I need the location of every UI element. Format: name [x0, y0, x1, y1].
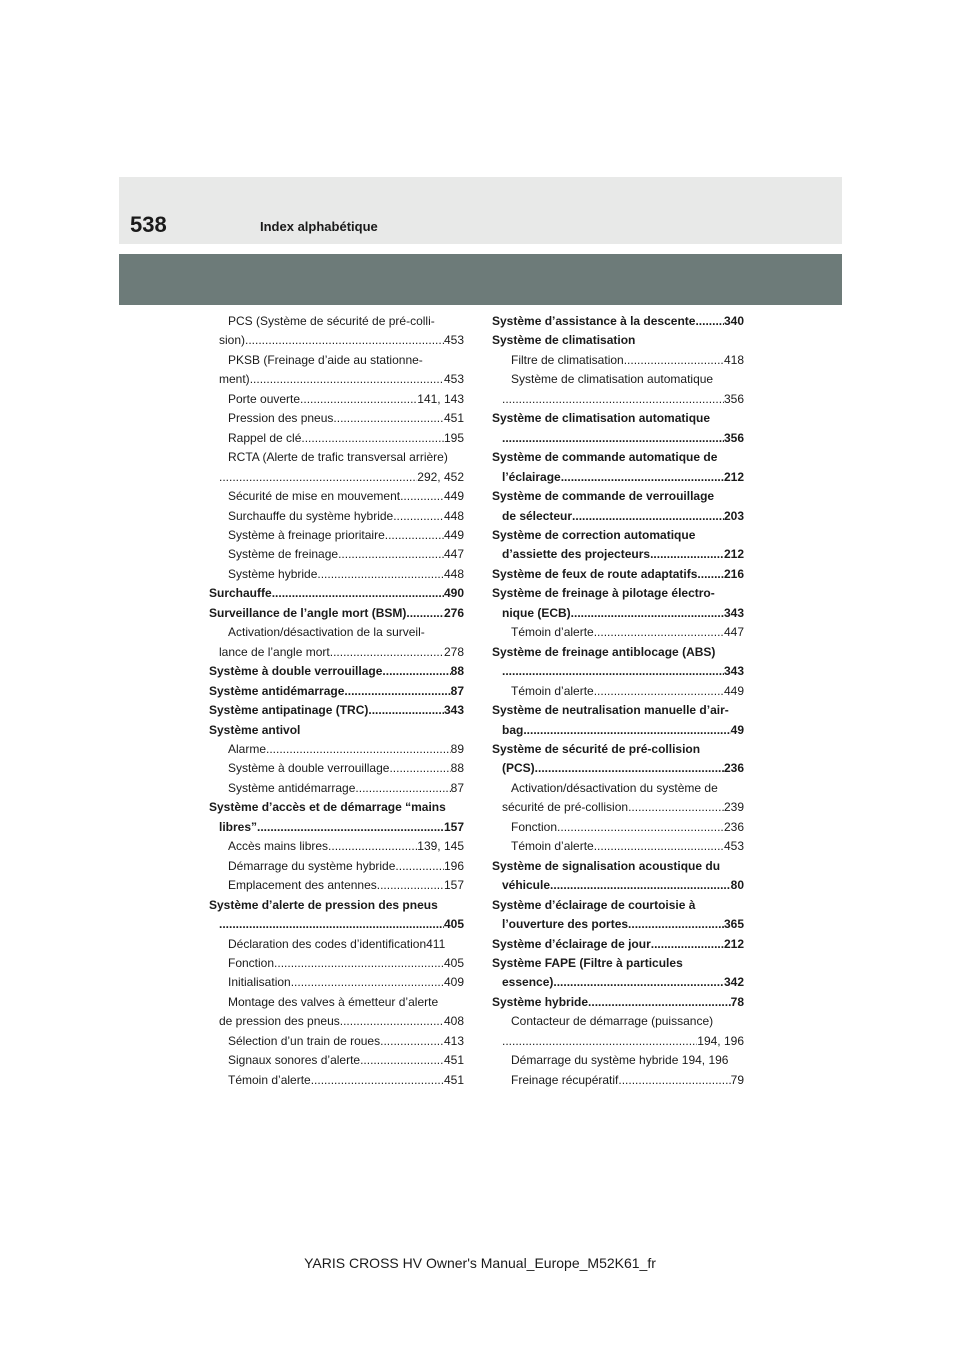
index-subentry: Témoin d’alerte ..... 447 — [492, 623, 744, 642]
index-entry: Système hybride ..... 78 — [492, 993, 744, 1012]
index-entry-continuation: libres” ..... 157 — [209, 818, 464, 837]
index-entry-continuation: bag ..... 49 — [492, 721, 744, 740]
index-subentry: Initialisation ..... 409 — [209, 973, 464, 992]
index-entry-continuation — [209, 915, 464, 934]
index-subentry-label: Activation/désactivation du système de — [511, 780, 718, 795]
page-ref: 87 — [450, 780, 464, 795]
page-ref: 449 — [443, 527, 464, 542]
page-ref: 405 — [443, 917, 464, 932]
page-ref: 449 — [443, 489, 464, 504]
index-subentry: Témoin d’alerte ..... 451 — [209, 1071, 464, 1090]
page-ref: 453 — [443, 372, 464, 387]
page-ref: 139, 145 — [417, 839, 464, 854]
page-ref: 212 — [723, 469, 744, 484]
page-ref: 212 — [723, 547, 744, 562]
page-ref: 447 — [443, 547, 464, 562]
index-subentry: Témoin d’alerte ..... 453 — [492, 837, 744, 856]
page-ref: 236 — [723, 761, 744, 776]
page-ref: 453 — [443, 333, 464, 348]
index-column-left — [209, 312, 464, 1090]
index-entry-label: Système de neutralisation manuelle d’air- — [492, 703, 729, 718]
index-subentry: Surchauffe du système hybride ..... 448 — [209, 507, 464, 526]
page-ref: 343 — [443, 703, 464, 718]
index-entry: Système d’assistance à la descente ..... 340 — [492, 312, 744, 331]
footer-text: YARIS CROSS HV Owner's Manual_Europe_M52K61_fr — [304, 1255, 656, 1271]
index-entry-label: Système de freinage à pilotage électro- — [492, 586, 715, 601]
page-ref: 451 — [443, 1053, 464, 1068]
page-ref: 418 — [723, 352, 744, 367]
index-subentry: Porte ouverte ..... 141, 143 — [209, 390, 464, 409]
index-subentry-continuation — [492, 390, 744, 409]
page-ref: 356 — [723, 391, 744, 406]
header-band — [119, 177, 842, 244]
page-ref: 78 — [730, 994, 744, 1009]
index-subentry: Démarrage du système hybride ..... 196 — [209, 857, 464, 876]
index-entry-label: Système FAPE (Filtre à particules — [492, 955, 683, 970]
index-entry: Surveillance de l’angle mort (BSM) ..... 276 — [209, 604, 464, 623]
index-subentry-continuation: sion) ..... 453 — [209, 331, 464, 350]
page-ref: 157 — [443, 819, 464, 834]
page-ref: 451 — [443, 411, 464, 426]
page-ref: 88 — [450, 761, 464, 776]
page-ref: 195 — [443, 430, 464, 445]
index-entry-label: Système d’accès et de démarrage “mains — [209, 800, 446, 815]
index-entry-label: Système de climatisation automatique — [492, 411, 711, 426]
page-ref: 203 — [723, 508, 744, 523]
index-subentry: Système hybride ..... 448 — [209, 565, 464, 584]
index-subentry-label: Contacteur de démarrage (puissance) — [511, 1014, 714, 1029]
index-entry-continuation: (PCS) ..... 236 — [492, 759, 744, 778]
index-subentry: Freinage récupératif ..... 79 — [492, 1071, 744, 1090]
index-subentry-label: Activation/désactivation de la surveil- — [228, 625, 425, 640]
index-entry-label: Système d’éclairage de courtoisie à — [492, 897, 696, 912]
index-subentry: Système à freinage prioritaire ..... 449 — [209, 526, 464, 545]
page-ref: 194, 196 — [697, 1033, 744, 1048]
index-subentry: Fonction ..... 405 — [209, 954, 464, 973]
index-entry-label: Système de commande de verrouillage — [492, 489, 715, 504]
page-ref: 408 — [443, 1014, 464, 1029]
index-subentry: Filtre de climatisation ..... 418 — [492, 351, 744, 370]
page-ref: 87 — [450, 683, 464, 698]
page-ref: 365 — [723, 917, 744, 932]
page-ref: 157 — [443, 878, 464, 893]
index-subentry-label: Système de climatisation automatique — [511, 372, 714, 387]
page-ref: 212 — [723, 936, 744, 951]
index-entry-label: Système de signalisation acoustique du — [492, 858, 721, 873]
index-entry-label: Système de sécurité de pré-collision — [492, 741, 701, 756]
page-ref: 413 — [443, 1033, 464, 1048]
page-ref: 340 — [723, 314, 744, 328]
index-entry-continuation: d’assiette des projecteurs ..... 212 — [492, 545, 744, 564]
page-ref: 411 — [426, 936, 446, 951]
page-ref: 342 — [723, 975, 744, 990]
index-subentry: Déclaration des codes d’identification 411 — [209, 935, 464, 954]
index-entry-continuation: essence) ..... 342 — [492, 973, 744, 992]
index-subentry: Sécurité de mise en mouvement ..... 449 — [209, 487, 464, 506]
index-entry: Système de feux de route adaptatifs ..... 216 — [492, 565, 744, 584]
index-entry-heading: Système antivol — [209, 722, 301, 737]
page-ref: 89 — [450, 741, 464, 756]
index-entry: Système antipatinage (TRC) ..... 343 — [209, 701, 464, 720]
page-ref: 292, 452 — [417, 469, 464, 484]
index-entry-heading: Système de climatisation — [492, 333, 636, 348]
index-subentry-label: PKSB (Freinage d’aide au stationne- — [228, 352, 423, 367]
index-subentry: Alarme ..... 89 — [209, 740, 464, 759]
decorative-band — [119, 254, 842, 305]
index-entry-continuation: l’ouverture des portes ..... 365 — [492, 915, 744, 934]
index-subentry-continuation: lance de l’angle mort ..... 278 — [209, 643, 464, 662]
index-subentry: Accès mains libres ..... 139, 145 — [209, 837, 464, 856]
index-subentry-continuation — [492, 1032, 744, 1051]
index-entry-label: Système de commande automatique de — [492, 450, 718, 465]
page-ref: 451 — [443, 1072, 464, 1087]
page-ref: 356 — [723, 430, 744, 445]
index-entry: Système d’éclairage de jour ..... 212 — [492, 935, 744, 954]
index-entry-label: Système de freinage antiblocage (ABS) — [492, 644, 716, 659]
index-subentry-continuation: de pression des pneus ..... 408 — [209, 1012, 464, 1031]
page-ref: 236 — [723, 819, 744, 834]
index-entry-continuation — [492, 429, 744, 448]
index-subentry: Pression des pneus ..... 451 — [209, 409, 464, 428]
page-ref: 453 — [723, 839, 744, 854]
index-entry-continuation: nique (ECB) ..... 343 — [492, 604, 744, 623]
index-entry: Système antidémarrage ..... 87 — [209, 682, 464, 701]
index-subentry-label: PCS (Système de sécurité de pré-colli- — [228, 314, 435, 328]
index-entry: Système à double verrouillage ..... 88 — [209, 662, 464, 681]
page-ref: 216 — [723, 566, 744, 581]
index-entry: Surchauffe ..... 490 — [209, 584, 464, 603]
page-ref: 141, 143 — [417, 391, 464, 406]
index-subentry: Système à double verrouillage ..... 88 — [209, 759, 464, 778]
index-subentry-continuation: ment) ..... 453 — [209, 370, 464, 389]
index-subentry: Signaux sonores d’alerte ..... 451 — [209, 1051, 464, 1070]
index-subentry: Démarrage du système hybride 194, 196 — [492, 1051, 744, 1070]
page-ref: 196 — [443, 858, 464, 873]
index-subentry-label: RCTA (Alerte de trafic transversal arrière) — [228, 450, 448, 465]
index-entry-continuation: l’éclairage ..... 212 — [492, 468, 744, 487]
index-entry-continuation — [492, 662, 744, 681]
index-column-right — [492, 312, 744, 1090]
page-number: 538 — [130, 212, 167, 237]
page-ref: 343 — [723, 664, 744, 679]
index-subentry: Témoin d’alerte ..... 449 — [492, 682, 744, 701]
page-ref: 49 — [730, 722, 744, 737]
index-subentry-continuation — [209, 468, 464, 487]
page-ref: 409 — [443, 975, 464, 990]
index-subentry: Système antidémarrage ..... 87 — [209, 779, 464, 798]
page-ref: 194, 196 — [681, 1053, 729, 1068]
page-ref: 343 — [723, 605, 744, 620]
page-ref: 449 — [723, 683, 744, 698]
section-title: Index alphabétique — [260, 219, 378, 234]
index-subentry: Rappel de clé ..... 195 — [209, 429, 464, 448]
index-subentry: Sélection d’un train de roues ..... 413 — [209, 1032, 464, 1051]
index-subentry-label: Montage des valves à émetteur d’alerte — [228, 994, 439, 1009]
page-ref: 79 — [730, 1072, 744, 1087]
index-subentry: Système de freinage ..... 447 — [209, 545, 464, 564]
index-entry-continuation: véhicule ..... 80 — [492, 876, 744, 895]
index-subentry-continuation: sécurité de pré-collision ..... 239 — [492, 798, 744, 817]
page-ref: 405 — [443, 955, 464, 970]
index-entry-label: Système d’alerte de pression des pneus — [209, 897, 438, 912]
page-ref: 447 — [723, 625, 744, 640]
page-ref: 88 — [450, 664, 464, 679]
index-entry-continuation: de sélecteur ..... 203 — [492, 507, 744, 526]
page-ref: 490 — [443, 586, 464, 601]
index-subentry: Emplacement des antennes ..... 157 — [209, 876, 464, 895]
index-subentry: Fonction ..... 236 — [492, 818, 744, 837]
page-ref: 80 — [730, 878, 744, 893]
page-ref: 278 — [443, 644, 464, 659]
page-ref: 448 — [443, 508, 464, 523]
page-ref: 448 — [443, 566, 464, 581]
page-ref: 276 — [443, 605, 464, 620]
page-ref: 239 — [723, 800, 744, 815]
index-entry-label: Système de correction automatique — [492, 527, 696, 542]
